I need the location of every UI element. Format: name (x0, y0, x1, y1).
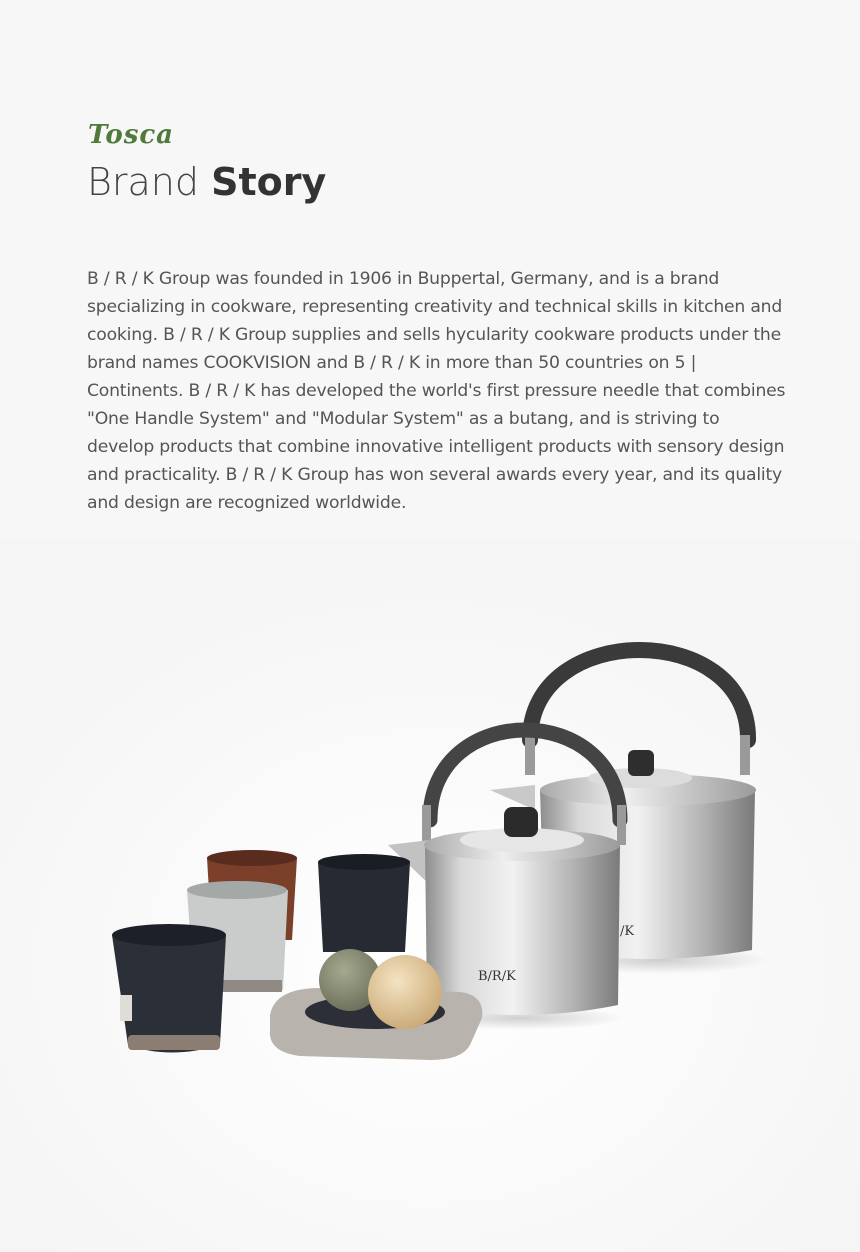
title-light: Brand (87, 160, 199, 204)
cup-navy-front (112, 924, 226, 1053)
brand-description: B / R / K Group was founded in 1906 in Buppertal, Germany, and is a brand specializing in cookware, representing creativity and technical skills in kitchen and cooking. B / R / K Group supplies and sells hycularity cookware products under the brand names COOKVISION and B / R / K in more than 50 countries on 5 | Continents. B / R / K has developed the world's first pressure needle that combines "One Handle System" and "Modular System" as a butang, and is striving to develop products that combine innovative intelligent products with sensory design and practicality. B / R / K Group has won several awards every year, and its quality and design are recognized worldwide. (87, 269, 786, 513)
large-kettle-mark: /K (620, 924, 635, 939)
brand-logo: Tosca (88, 120, 175, 150)
page-title (87, 160, 326, 206)
title-bold: Story (211, 160, 327, 204)
cup-navy-back (318, 854, 410, 952)
kettle-brand-mark: B/R/K (478, 969, 516, 984)
product-photo (0, 540, 860, 1252)
